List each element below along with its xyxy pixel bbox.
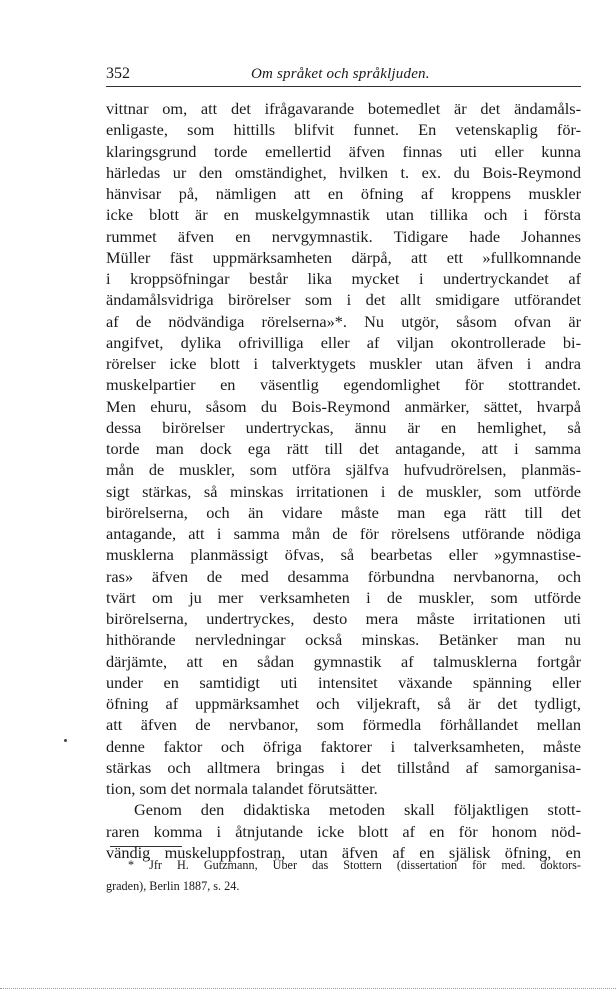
body-text (106, 98, 581, 863)
text-line: hithörande nervledningar också minskas. Betänker man nu (106, 630, 581, 650)
text-line: raren komma i åtnjutande icke blott af en för honom nöd- (106, 821, 581, 841)
footnote-line: * Jfr H. Gutzmann, Über das Stottern (dissertation för med. doktors- (128, 858, 581, 872)
text-line: stärkas och alltmera bringas i det tillstånd af samorganisa- (106, 757, 581, 777)
text-line: i kroppsöfningar består lika mycket i undertryckandet af (106, 269, 581, 288)
text-line: angifvet, dylika ofrivilliga eller af viljan okontrollerade bi- (106, 332, 581, 352)
text-line: ras» äfven de med desamma förbundna nervbanorna, och (106, 566, 581, 586)
text-line: af de nödvändiga rörelserna»*. Nu utgör, såsom ofvan är (106, 311, 581, 331)
text-line: dessa birörelser undertryckas, ännu är en hemlighet, så (106, 417, 581, 437)
scan-speck (64, 739, 67, 742)
page-bottom-edge (0, 988, 616, 990)
running-title: Om språket och språkljuden. (251, 66, 430, 82)
text-line: ändamålsvidriga birörelser som i det allt smidigare utförandet (106, 290, 581, 310)
page-number: 352 (106, 65, 130, 82)
text-line: muskelpartier en väsentlig egendomlighet för stottrandet. (106, 375, 581, 395)
text-line: rörelser icke blott i talverktygets muskler utan äfven i andra (106, 354, 581, 373)
text-line: denne faktor och öfriga faktorer i talverksamheten, måste (106, 736, 581, 756)
text-line: vändig muskeluppfostran, utan äfven af en själisk öfning, en (106, 842, 581, 862)
text-line: icke blott är en muskelgymnastik utan tillika och i första (106, 205, 581, 225)
paragraph-end-line: tion, som det normala talandet förutsätter. (106, 779, 378, 798)
text-line: Müller fäst uppmärksamheten därpå, att ett »fullkomnande (106, 247, 581, 267)
text-line: därjämte, att en sådan gymnastik af talmusklerna fortgår (106, 651, 581, 671)
text-line: Men ehuru, såsom du Bois-Reymond anmärker, sättet, hvarpå (106, 396, 581, 416)
text-line: härledas ur den omständighet, hvilken t. ex. du Bois-Reymond (106, 162, 581, 182)
text-line: torde man dock ega rätt till det antagande, att i samma (106, 439, 581, 458)
footnote (106, 855, 581, 897)
page-header (106, 64, 581, 87)
footnote-divider (110, 846, 182, 847)
text-line: enligaste, som hittills blifvit funnet. En vetenskaplig för- (106, 120, 581, 140)
text-line: birörelserna, och än vidare måste man ega rätt till det (106, 502, 581, 522)
text-line: att äfven de nervbanor, som förmedla förhållandet mellan (106, 715, 581, 735)
text-line: mån de muskler, som utföra själfva hufvudrörelsen, planmäs- (106, 460, 581, 480)
text-line: öfning af uppmärksamhet och viljekraft, så är det tydligt, (106, 694, 581, 713)
text-line: birörelserna, undertryckes, desto mera måste irritationen uti (106, 609, 581, 628)
text-line: hänvisar på, nämligen att en öfning af kroppens muskler (106, 184, 581, 203)
text-line: rummet äfven en nervgymnastik. Tidigare hade Johannes (106, 226, 581, 246)
text-line: tvärt om ju mer verksamheten i de muskler, som utförde (106, 587, 581, 607)
footnote-line: graden), Berlin 1887, s. 24. (106, 879, 240, 893)
text-line: vittnar om, att det ifrågavarande botemedlet är det ändamåls- (106, 99, 581, 118)
text-line: under en samtidigt uti intensitet växande spänning eller (106, 672, 581, 692)
paragraph-start-line: Genom den didaktiska metoden skall följaktligen stott- (134, 800, 581, 820)
text-line: musklerna planmässigt öfvas, så bearbetas eller »gymnastise- (106, 545, 581, 565)
text-line: sigt stärkas, så minskas irritationen i de muskler, som utförde (106, 481, 581, 501)
text-line: antagande, att i samma mån de för rörelsens utförande nödiga (106, 524, 581, 543)
text-line: klaringsgrund torde emellertid äfven finnas uti eller kunna (106, 141, 581, 161)
